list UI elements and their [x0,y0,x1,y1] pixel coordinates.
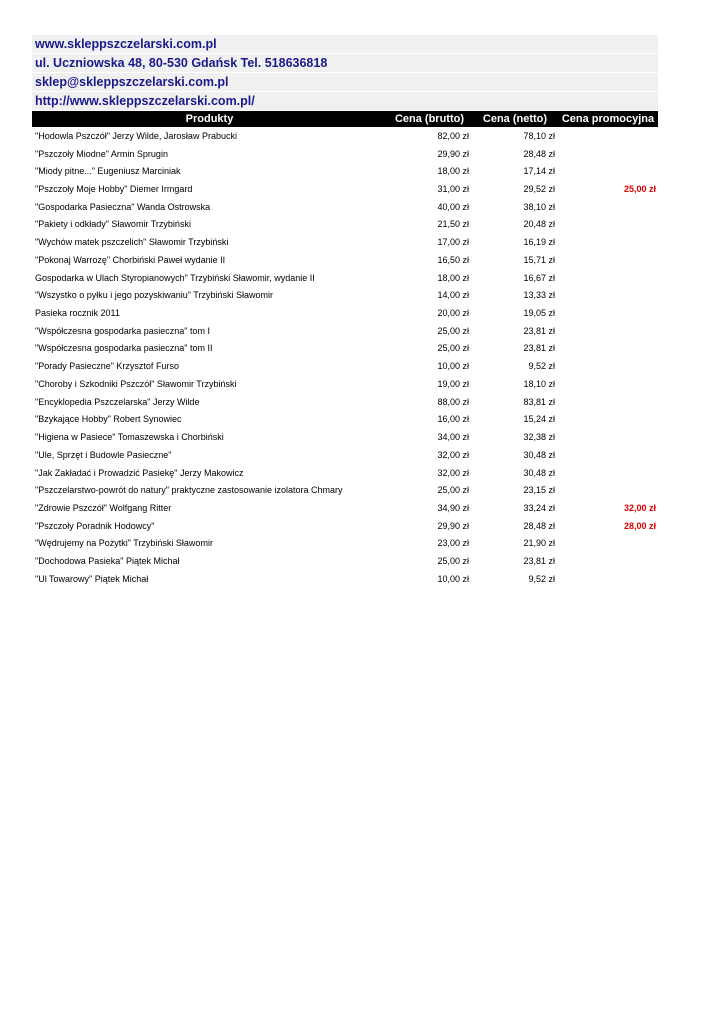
shop-address: ul. Uczniowska 48, 80-530 Gdańsk Tel. 518636818 [32,54,658,72]
column-header-price-gross: Cena (brutto) [387,111,472,127]
price-net-cell: 19,05 zł [523,308,555,319]
table-row [32,269,658,287]
product-name-cell: "Encyklopedia Pszczelarska" Jerzy Wilde [35,396,200,407]
promo-price-cell [558,198,658,216]
price-net-cell: 15,24 zł [523,414,555,425]
shop-website: www.skleppszczelarski.com.pl [32,35,658,53]
price-gross-cell: 19,00 zł [437,378,469,389]
product-name-cell: "Higiena w Pasiece" Tomaszewska i Chorbiński [35,432,224,443]
table-row [32,357,658,375]
table-row [32,198,658,216]
promo-price-cell [558,286,658,304]
table-row [32,251,658,269]
promo-price-cell [558,393,658,411]
table-body [32,127,658,588]
product-name-cell: "Porady Pasieczne" Krzysztof Furso [35,361,179,372]
price-gross-cell: 25,00 zł [437,485,469,496]
promo-price-cell [558,481,658,499]
column-header-products: Produkty [32,111,387,127]
product-name-cell: "Pszczoły Moje Hobby" Diemer Irmgard [35,184,193,195]
table-row [32,446,658,464]
promo-price-cell [558,145,658,163]
table-row [32,127,658,145]
promo-price-cell [558,570,658,588]
promo-price-cell [558,428,658,446]
product-name-cell: "Pokonaj Warrozę" Chorbiński Paweł wydanie II [35,254,226,265]
table-row [32,499,658,517]
promo-price-cell [558,162,658,180]
promo-price-cell [558,251,658,269]
promo-price-cell [558,216,658,234]
product-name-cell: "Ul Towarowy" Piątek Michał [35,573,149,584]
price-gross-cell: 88,00 zł [437,396,469,407]
promo-price-cell [558,411,658,429]
table-row [32,304,658,322]
table-row [32,180,658,198]
price-gross-cell: 18,00 zł [437,166,469,177]
promo-price-cell [558,357,658,375]
table-row [32,216,658,234]
promo-price-cell [558,127,658,145]
price-gross-cell: 32,00 zł [437,449,469,460]
price-gross-cell: 21,50 zł [437,219,469,230]
promo-price-cell [558,375,658,393]
price-net-cell: 9,52 zł [528,573,555,584]
product-name-cell: "Współczesna gospodarka pasieczna" tom II [35,343,213,354]
price-net-cell: 18,10 zł [523,378,555,389]
promo-price-cell: 25,00 zł [623,184,656,195]
price-net-cell: 32,38 zł [523,432,555,443]
price-gross-cell: 25,00 zł [437,343,469,354]
price-net-cell: 83,81 zł [523,396,555,407]
table-row [32,233,658,251]
price-gross-cell: 34,90 zł [437,502,469,513]
price-gross-cell: 29,90 zł [437,148,469,159]
table-row [32,411,658,429]
price-net-cell: 28,48 zł [523,148,555,159]
table-row [32,375,658,393]
price-gross-cell: 17,00 zł [437,237,469,248]
product-name-cell: "Miody pitne..." Eugeniusz Marciniak [35,166,181,177]
product-name-cell: "Pszczoły Miodne" Armin Sprugin [35,148,168,159]
price-gross-cell: 10,00 zł [437,573,469,584]
price-gross-cell: 10,00 zł [437,361,469,372]
promo-price-cell [558,322,658,340]
product-name-cell: "Pszczoły Poradnik Hodowcy" [35,520,155,531]
promo-price-cell [558,340,658,358]
price-gross-cell: 25,00 zł [437,556,469,567]
product-name-cell: "Pakiety i odkłady" Sławomir Trzybiński [35,219,191,230]
table-row [32,552,658,570]
column-header-price-net: Cena (netto) [472,111,558,127]
promo-price-cell [558,464,658,482]
price-net-cell: 9,52 zł [528,361,555,372]
product-name-cell: "Gospodarka Pasieczna" Wanda Ostrowska [35,201,211,212]
promo-price-cell [558,304,658,322]
product-name-cell: "Wszystko o pyłku i jego pozyskiwaniu" Trzybiński Sławomir [35,290,273,301]
product-name-cell: "Wychów matek pszczelich" Sławomir Trzybiński [35,237,229,248]
price-net-cell: 13,33 zł [523,290,555,301]
shop-email: sklep@skleppszczelarski.com.pl [32,73,658,91]
table-row [32,570,658,588]
table-row [32,464,658,482]
column-header-promo-price: Cena promocyjna [558,111,658,127]
product-name-cell: Pasieka rocznik 2011 [35,308,120,319]
price-gross-cell: 14,00 zł [437,290,469,301]
price-net-cell: 30,48 zł [523,449,555,460]
table-row [32,145,658,163]
price-net-cell: 29,52 zł [523,184,555,195]
price-net-cell: 38,10 zł [523,201,555,212]
promo-price-cell [558,446,658,464]
product-name-cell: "Ule, Sprzęt i Budowle Pasieczne" [35,449,172,460]
price-net-cell: 16,19 zł [523,237,555,248]
price-gross-cell: 20,00 zł [437,308,469,319]
price-gross-cell: 16,00 zł [437,414,469,425]
price-gross-cell: 82,00 zł [437,130,469,141]
price-gross-cell: 23,00 zł [437,538,469,549]
table-row [32,428,658,446]
promo-price-cell [558,552,658,570]
price-net-cell: 20,48 zł [523,219,555,230]
price-net-cell: 16,67 zł [523,272,555,283]
price-gross-cell: 32,00 zł [437,467,469,478]
product-name-cell: "Bzykające Hobby" Robert Synowiec [35,414,182,425]
product-name-cell: "Choroby i Szkodniki Pszczół" Sławomir Trzybiński [35,378,237,389]
price-table [32,111,658,588]
price-gross-cell: 40,00 zł [437,201,469,212]
price-gross-cell: 29,90 zł [437,520,469,531]
price-net-cell: 21,90 zł [523,538,555,549]
price-net-cell: 15,71 zł [523,254,555,265]
table-row [32,517,658,535]
table-row [32,162,658,180]
product-name-cell: "Dochodowa Pasieka" Piątek Michał [35,556,180,567]
table-row [32,481,658,499]
promo-price-cell [558,269,658,287]
price-net-cell: 30,48 zł [523,467,555,478]
product-name-cell: "Wędrujemy na Pożytki" Trzybiński Sławomir [35,538,213,549]
promo-price-cell [558,535,658,553]
product-name-cell: "Zdrowie Pszczół" Wolfgang Ritter [35,502,172,513]
price-gross-cell: 25,00 zł [437,325,469,336]
product-name-cell: "Pszczelarstwo-powrót do natury" praktyczne zastosowanie izolatora Chmary [35,485,343,496]
table-row [32,286,658,304]
promo-price-cell: 28,00 zł [623,520,656,531]
price-gross-cell: 18,00 zł [437,272,469,283]
table-row [32,340,658,358]
price-gross-cell: 34,00 zł [437,432,469,443]
price-net-cell: 17,14 zł [523,166,555,177]
price-net-cell: 23,15 zł [523,485,555,496]
price-net-cell: 23,81 zł [523,556,555,567]
table-row [32,322,658,340]
price-gross-cell: 16,50 zł [437,254,469,265]
table-header-row [32,111,658,127]
shop-url: http://www.skleppszczelarski.com.pl/ [32,92,658,110]
product-name-cell: "Jak Zakładać i Prowadzić Pasiekę" Jerzy Makowicz [35,467,244,478]
product-name-cell: Gospodarka w Ulach Styropianowych" Trzybiński Sławomir, wydanie II [35,272,315,283]
product-name-cell: "Hodowla Pszczół" Jerzy Wilde, Jarosław Prabucki [35,130,237,141]
promo-price-cell: 32,00 zł [623,502,656,513]
table-row [32,393,658,411]
product-name-cell: "Współczesna gospodarka pasieczna" tom I [35,325,210,336]
price-list-sheet [32,35,658,588]
price-net-cell: 78,10 zł [523,130,555,141]
price-net-cell: 28,48 zł [523,520,555,531]
price-gross-cell: 31,00 zł [437,184,469,195]
price-net-cell: 23,81 zł [523,325,555,336]
table-row [32,535,658,553]
price-net-cell: 33,24 zł [523,502,555,513]
price-net-cell: 23,81 zł [523,343,555,354]
promo-price-cell [558,233,658,251]
